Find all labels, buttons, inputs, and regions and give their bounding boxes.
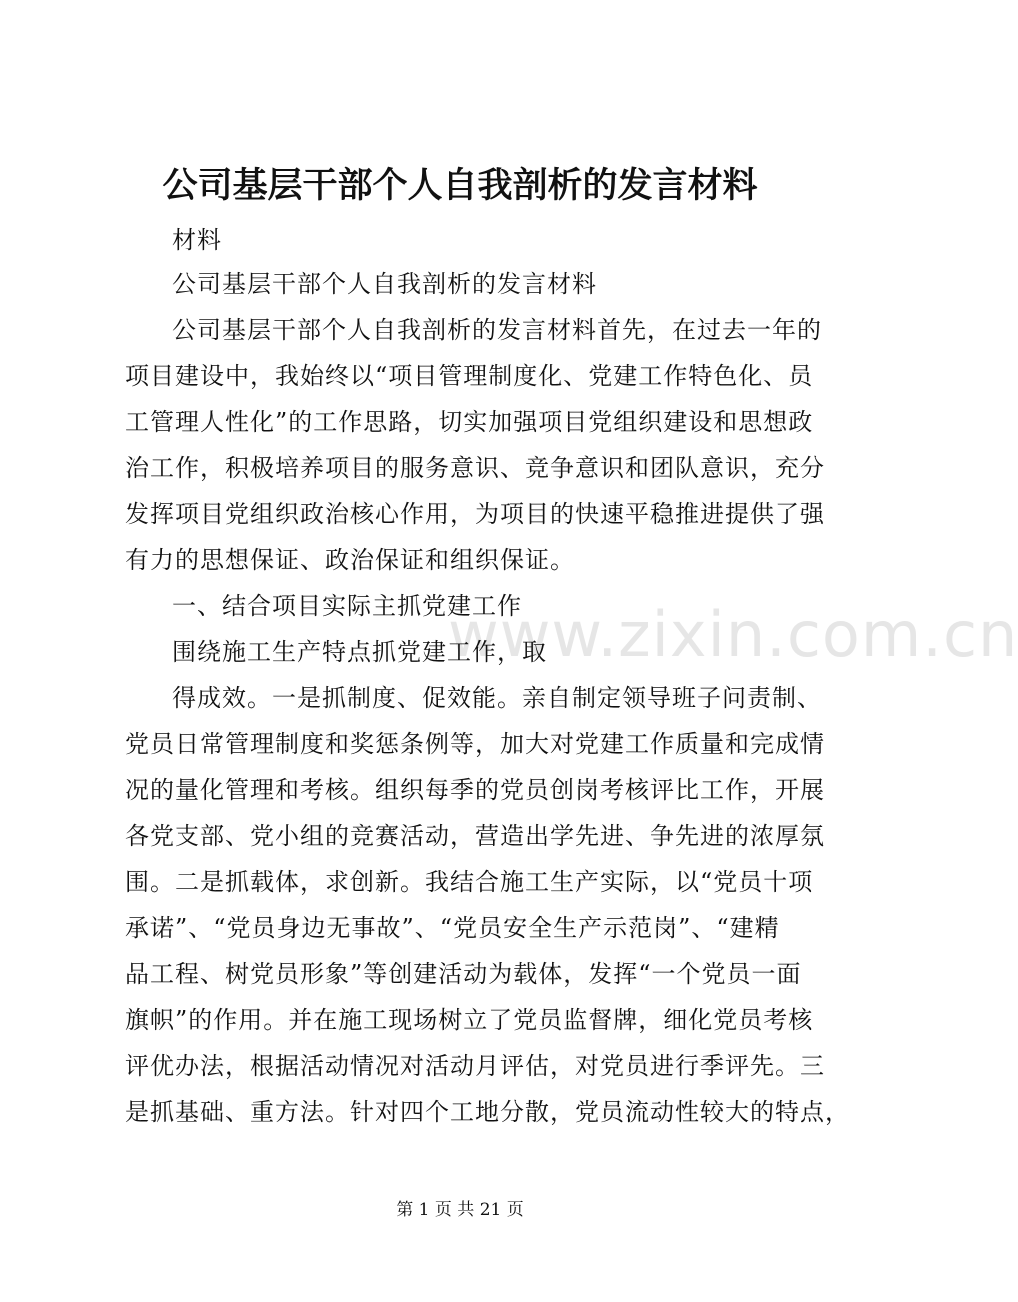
body-line: 是抓基础、重方法。针对四个工地分散，党员流动性较大的特点，	[125, 1098, 850, 1126]
body-line: 各党支部、党小组的竞赛活动，营造出学先进、争先进的浓厚氛	[125, 822, 825, 850]
body-line: 党员日常管理制度和奖惩条例等，加大对党建工作质量和完成情	[125, 730, 825, 758]
page-footer: 第 1 页 共 21 页	[396, 1200, 524, 1220]
section-heading: 一、结合项目实际主抓党建工作	[172, 592, 522, 620]
watermark: www.zixin.com.cn	[448, 598, 1018, 671]
body-line: 项目建设中，我始终以“项目管理制度化、党建工作特色化、员	[125, 362, 814, 390]
body-line: 评优办法，根据活动情况对活动月评估，对党员进行季评先。三	[125, 1052, 825, 1080]
body-line: 品工程、树党员形象”等创建活动为载体，发挥“一个党员一面	[125, 960, 802, 988]
body-line: 治工作，积极培养项目的服务意识、竞争意识和团队意识，充分	[125, 454, 825, 482]
body-line: 有力的思想保证、政治保证和组织保证。	[125, 546, 575, 574]
body-line: 公司基层干部个人自我剖析的发言材料首先，在过去一年的	[172, 316, 822, 344]
body-line: 承诺”、“党员身边无事故”、“党员安全生产示范岗”、“建精	[125, 914, 780, 942]
body-line: 得成效。一是抓制度、促效能。亲自制定领导班子问责制、	[172, 684, 822, 712]
body-line: 发挥项目党组织政治核心作用，为项目的快速平稳推进提供了强	[125, 500, 825, 528]
body-line: 围。二是抓载体，求创新。我结合施工生产实际，以“党员十项	[125, 868, 814, 896]
body-line: 工管理人性化”的工作思路，切实加强项目党组织建设和思想政	[125, 408, 814, 436]
body-line: 况的量化管理和考核。组织每季的党员创岗考核评比工作，开展	[125, 776, 825, 804]
body-line: 材料	[172, 226, 222, 254]
body-line: 旗帜”的作用。并在施工现场树立了党员监督牌，细化党员考核	[125, 1006, 814, 1034]
body-line: 公司基层干部个人自我剖析的发言材料	[172, 270, 597, 298]
document-title: 公司基层干部个人自我剖析的发言材料	[162, 165, 758, 206]
body-line: 围绕施工生产特点抓党建工作，取	[172, 638, 547, 666]
